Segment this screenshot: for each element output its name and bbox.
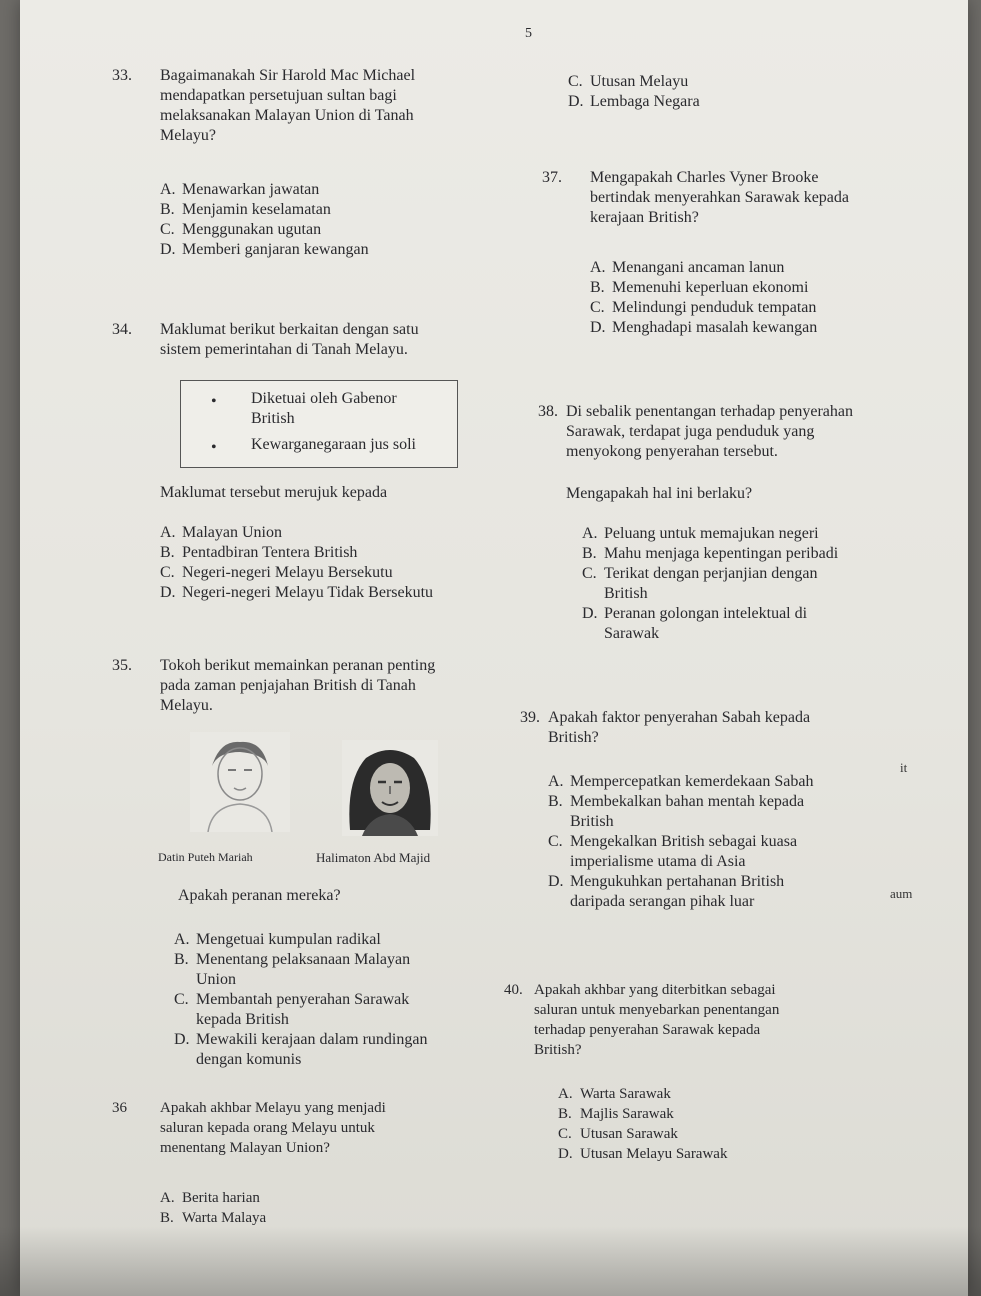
portrait-caption: Halimaton Abd Majid [316, 850, 431, 865]
option-letter: B. [558, 1106, 572, 1122]
option-letter: D. [590, 319, 606, 336]
option-text: Membantah penyerahan Sarawak kepada British [196, 991, 410, 1028]
margin-mark: it [900, 760, 908, 775]
portrait-caption: Datin Puteh Mariah [158, 850, 253, 864]
info-item: Kewarganegaraan jus soli [251, 436, 416, 453]
option-d[interactable] [558, 1144, 864, 1164]
question-stem: Apakah akhbar Melayu yang menjadi saluran kepada orang Melayu untuk menentang Malayan Union? [160, 1100, 386, 1156]
option-text: Mewakili kerajaan dalam rundingan dengan komunis [196, 1031, 428, 1068]
portrait-datin-puteh-mariah [190, 732, 290, 832]
option-list [160, 523, 500, 603]
question-prompt: Mengapakah hal ini berlaku? [566, 485, 753, 502]
option-text: Mengetuai kumpulan radikal [196, 931, 381, 948]
floor-shadow [0, 1226, 981, 1296]
option-a[interactable] [160, 1188, 480, 1208]
option-text: Malayan Union [182, 524, 282, 541]
question-stem: Tokoh berikut memainkan peranan penting pada zaman penjajahan British di Tanah Melayu. [160, 657, 436, 714]
option-letter: C. [558, 1126, 572, 1142]
option-letter: B. [160, 201, 175, 218]
option-text: Utusan Melayu [590, 73, 689, 90]
option-letter: C. [548, 833, 563, 850]
option-text: Menawarkan jawatan [182, 181, 320, 198]
option-letter: A. [160, 1190, 175, 1206]
option-letter: C. [160, 564, 175, 581]
option-a[interactable] [582, 524, 906, 544]
option-b[interactable] [160, 1208, 480, 1228]
option-d[interactable] [590, 318, 930, 338]
option-list [534, 1084, 864, 1164]
option-letter: D. [174, 1031, 190, 1048]
question-34 [112, 320, 500, 360]
question-38 [538, 402, 906, 644]
question-stem: Apakah akhbar yang diterbitkan sebagai saluran untuk menyebarkan penentangan terhadap penyerahan Sarawak kepada British? [534, 982, 780, 1058]
option-list [590, 258, 930, 338]
option-letter: B. [160, 544, 175, 561]
question-36 [112, 1098, 480, 1228]
option-d[interactable] [160, 583, 500, 603]
option-letter: C. [160, 221, 175, 238]
option-c[interactable] [160, 563, 500, 583]
option-text: Utusan Melayu Sarawak [580, 1146, 728, 1162]
question-prompt: Apakah peranan mereka? [178, 887, 341, 904]
option-d[interactable] [548, 872, 888, 912]
option-d[interactable] [582, 604, 906, 644]
option-text: Memberi ganjaran kewangan [182, 241, 369, 258]
question-37 [542, 168, 930, 338]
option-text: Peranan golongan intelektual di Sarawak [604, 605, 808, 642]
question-number: 38. [538, 403, 558, 420]
option-list [160, 180, 500, 260]
option-a[interactable] [548, 772, 888, 792]
option-c[interactable] [548, 832, 888, 872]
option-letter: A. [160, 181, 176, 198]
option-d[interactable] [568, 92, 928, 112]
option-c[interactable] [568, 72, 928, 92]
option-b[interactable] [590, 278, 930, 298]
option-text: Lembaga Negara [590, 93, 700, 110]
question-number: 40. [504, 982, 523, 998]
question-36-options-continued [568, 72, 928, 112]
option-d[interactable] [160, 240, 500, 260]
option-b[interactable] [548, 792, 888, 832]
portrait-halimaton-abd-majid [342, 740, 438, 836]
option-c[interactable] [582, 564, 906, 604]
option-b[interactable] [160, 543, 500, 563]
margin-mark: aum [890, 886, 913, 901]
question-40 [504, 980, 864, 1164]
option-text: Majlis Sarawak [580, 1106, 674, 1122]
question-34-options [160, 483, 500, 603]
question-35-options [160, 886, 470, 1070]
option-letter: C. [582, 565, 597, 582]
option-letter: B. [174, 951, 189, 968]
option-letter: B. [548, 793, 563, 810]
option-letter: D. [558, 1146, 573, 1162]
option-letter: D. [568, 93, 584, 110]
question-number: 36 [112, 1100, 127, 1116]
option-letter: A. [160, 524, 176, 541]
option-text: Utusan Sarawak [580, 1126, 678, 1142]
option-text: Mengukuhkan pertahanan British daripada serangan pihak luar [570, 873, 785, 910]
option-text: Membekalkan bahan mentah kepada British [570, 793, 805, 830]
option-text: Melindungi penduduk tempatan [612, 299, 817, 316]
option-text: Mengekalkan British sebagai kuasa imperialisme utama di Asia [570, 833, 798, 870]
option-letter: C. [174, 991, 189, 1008]
exam-page [20, 0, 968, 1296]
option-a[interactable] [160, 180, 500, 200]
option-letter: D. [548, 873, 564, 890]
question-stem: Apakah faktor penyerahan Sabah kepada British? [548, 709, 811, 746]
option-text: Menangani ancaman lanun [612, 259, 785, 276]
option-c[interactable] [590, 298, 930, 318]
option-a[interactable] [174, 930, 470, 950]
option-text: Negeri-negeri Melayu Bersekutu [182, 564, 393, 581]
option-list [568, 72, 928, 112]
question-prompt: Maklumat tersebut merujuk kepada [160, 484, 388, 501]
option-text: Mempercepatkan kemerdekaan Sabah [570, 773, 814, 790]
bullet-icon: • [211, 393, 217, 410]
option-b[interactable] [582, 544, 906, 564]
option-letter: D. [160, 241, 176, 258]
option-letter: C. [568, 73, 583, 90]
option-text: Berita harian [182, 1190, 260, 1206]
question-stem: Di sebalik penentangan terhadap penyerahan Sarawak, terdapat juga penduduk yang menyokong penyerahan tersebut. [566, 403, 853, 460]
option-c[interactable] [160, 220, 500, 240]
option-text: Menjamin keselamatan [182, 201, 331, 218]
option-text: Pentadbiran Tentera British [182, 544, 358, 561]
question-stem: Bagaimanakah Sir Harold Mac Michael mendapatkan persetujuan sultan bagi melaksanakan Malayan Union di Tanah Melayu? [160, 67, 416, 144]
option-b[interactable] [160, 200, 500, 220]
option-letter: A. [582, 525, 598, 542]
option-a[interactable] [160, 523, 500, 543]
option-letter: A. [558, 1086, 573, 1102]
option-letter: A. [590, 259, 606, 276]
option-text: Warta Malaya [182, 1210, 267, 1226]
question-number: 33. [112, 67, 132, 84]
option-a[interactable] [558, 1084, 864, 1104]
option-letter: B. [590, 279, 605, 296]
question-33 [112, 66, 500, 260]
option-letter: D. [582, 605, 598, 622]
question-stem: Maklumat berikut berkaitan dengan satu sistem pemerintahan di Tanah Melayu. [160, 321, 419, 358]
option-list [548, 772, 888, 912]
info-box [180, 380, 458, 468]
option-a[interactable] [590, 258, 930, 278]
question-number: 34. [112, 321, 132, 338]
option-list [160, 1188, 480, 1228]
option-text: Peluang untuk memajukan negeri [604, 525, 819, 542]
option-d[interactable] [174, 1030, 470, 1070]
option-c[interactable] [174, 990, 470, 1030]
option-list [160, 930, 470, 1070]
option-b[interactable] [558, 1104, 864, 1124]
question-35 [112, 656, 500, 716]
question-stem: Mengapakah Charles Vyner Brooke bertindak menyerahkan Sarawak kepada kerajaan British? [590, 169, 849, 226]
question-39 [520, 708, 888, 912]
option-letter: C. [590, 299, 605, 316]
option-text: Menentang pelaksanaan Malayan Union [196, 951, 411, 988]
option-letter: A. [548, 773, 564, 790]
option-c[interactable] [558, 1124, 864, 1144]
question-number: 39. [520, 709, 540, 726]
option-text: Terikat dengan perjanjian dengan British [604, 565, 818, 602]
question-number: 37. [542, 169, 562, 186]
option-text: Memenuhi keperluan ekonomi [612, 279, 809, 296]
option-letter: B. [160, 1210, 174, 1226]
info-item: Diketuai oleh Gabenor British [251, 390, 397, 427]
question-number: 35. [112, 657, 132, 674]
option-text: Warta Sarawak [580, 1086, 671, 1102]
option-letter: D. [160, 584, 176, 601]
option-letter: B. [582, 545, 597, 562]
option-list [566, 524, 906, 644]
option-text: Negeri-negeri Melayu Tidak Bersekutu [182, 584, 434, 601]
option-text: Menggunakan ugutan [182, 221, 322, 238]
bullet-icon: • [211, 439, 217, 456]
page-number: 5 [525, 26, 532, 41]
option-b[interactable] [174, 950, 470, 990]
option-text: Menghadapi masalah kewangan [612, 319, 818, 336]
option-text: Mahu menjaga kepentingan peribadi [604, 545, 839, 562]
option-letter: A. [174, 931, 190, 948]
